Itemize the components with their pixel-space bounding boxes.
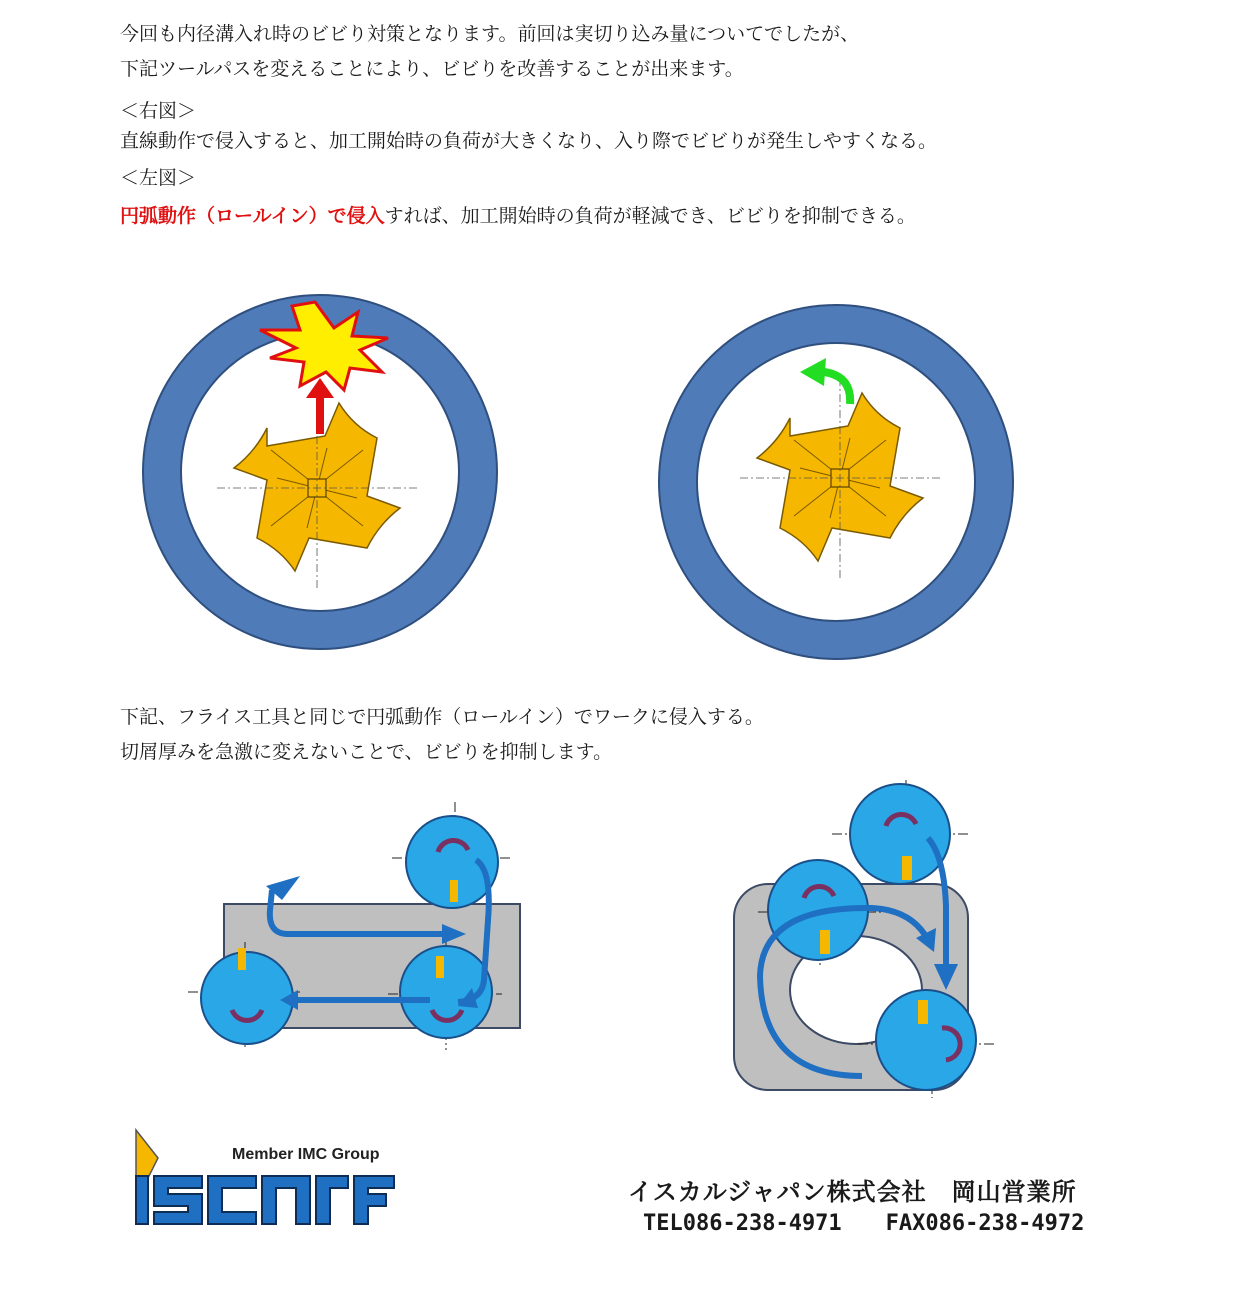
rect-toolpath-figure	[180, 800, 540, 1060]
logo-tagline: Member IMC Group	[232, 1146, 380, 1163]
arc-entry-arrowhead	[800, 358, 826, 386]
second-line-2: 切屑厚みを急激に変えないことで、ビビりを抑制します。	[120, 741, 613, 763]
arc-entry-arrow	[824, 372, 850, 404]
left-figure-highlight: 円弧動作（ロールイン）で侵入	[120, 205, 385, 227]
left-figure-heading: ＜左図＞	[120, 167, 197, 189]
company-name: イスカルジャパン株式会社 岡山営業所	[628, 1178, 1077, 1206]
iscar-wordmark-logo	[134, 1168, 398, 1228]
pocket-toolpath-figure	[722, 776, 1022, 1106]
right-figure-desc: 直線動作で侵入すると、加工開始時の負荷が大きくなり、入り際でビビりが発生しやすくなる。	[120, 130, 938, 152]
right-figure-heading: ＜右図＞	[120, 100, 197, 122]
cutter-left	[201, 952, 293, 1044]
left-figure-desc-rest: すれば、加工開始時の負荷が軽減でき、ビビりを抑制できる。	[384, 205, 916, 227]
end-mill-icon	[740, 378, 940, 578]
arc-entry-figure	[640, 300, 1040, 670]
contact-numbers: TEL086-238-4971 FAX086-238-4972	[643, 1211, 1085, 1236]
second-line-1: 下記、フライス工具と同じで円弧動作（ロールイン）でワークに侵入する。	[120, 706, 764, 728]
cutter-top	[850, 784, 950, 884]
left-figure-desc	[120, 204, 916, 228]
intro-line-1: 今回も内径溝入れ時のビビり対策となります。前回は実切り込み量についてでしたが、	[120, 23, 860, 45]
straight-entry-figure	[120, 290, 520, 660]
intro-line-2: 下記ツールパスを変えることにより、ビビりを改善することが出来ます。	[120, 58, 744, 80]
